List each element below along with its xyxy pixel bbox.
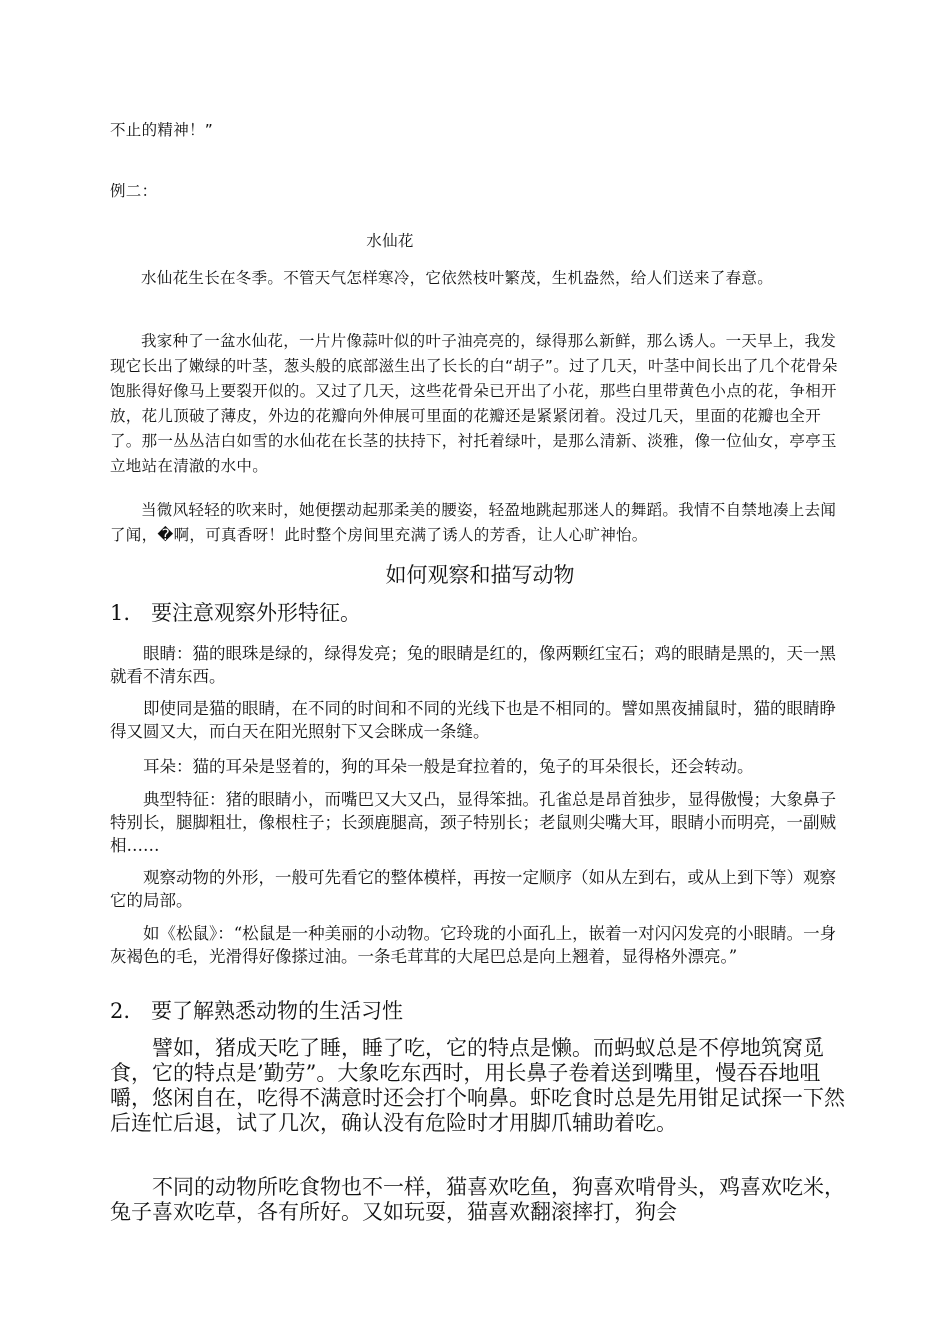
continuation-line: 不止的精神！” bbox=[110, 121, 214, 139]
heading-2: 2. 要了解熟悉动物的生活习性 bbox=[110, 999, 404, 1023]
paragraph-cat-eyes: 即使同是猫的眼睛，在不同的时间和不同的光线下也是不相同的。譬如黑夜捕鼠时，猫的眼睛睁得又圆又大，而白天在阳光照射下又会眯成一条缝。 bbox=[110, 699, 836, 741]
paragraph-squirrel: 如《松鼠》：“松鼠是一种美丽的小动物。它玲珑的小面孔上，嵌着一对闪闪发亮的小眼睛。一身灰褐色的毛，光滑得好像搽过油。一条毛茸茸的大尾巴总是向上翘着，显得格外漂亮。” bbox=[110, 924, 837, 966]
heading-1: 1. 要注意观察外形特征。 bbox=[110, 601, 362, 625]
essay-paragraph-1: 水仙花生长在冬季。不管天气怎样寒冷，它依然枝叶繁茂，生机盎然，给人们送来了春意。 bbox=[141, 269, 774, 287]
section-title: 如何观察和描写动物 bbox=[385, 563, 575, 587]
paragraph-order: 观察动物的外形，一般可先看它的整体模样，再按一定顺序（如从左到右，或从上到下等）观察它的局部。 bbox=[110, 868, 836, 910]
paragraph-features: 典型特征：猪的眼睛小，而嘴巴又大又凸，显得笨拙。孔雀总是昂首独步，显得傲慢；大象鼻子特别长，腿脚粗壮，像根柱子；长颈鹿腿高，颈子特别长；老鼠则尖嘴大耳，眼睛小而明亮，一副贼相…… bbox=[110, 790, 836, 855]
paragraph-eyes: 眼睛：猫的眼珠是绿的，绿得发亮；兔的眼睛是红的，像两颗红宝石；鸡的眼睛是黑的，天一黑就看不清东西。 bbox=[110, 644, 836, 686]
paragraph-habits: 譬如，猪成天吃了睡，睡了吃，它的特点是懒。而蚂蚁总是不停地筑窝觅食，它的特点是’勤劳”。大象吃东西时，用长鼻子卷着送到嘴里，慢吞吞地咀嚼，悠闲自在，吃得不满意时还会打个响鼻。虾吃食时总是先用钳足试探一下然后连忙后退，试了几次，确认没有危险时才用脚爪辅助着吃。 bbox=[110, 1036, 845, 1135]
essay-title: 水仙花 bbox=[366, 232, 414, 250]
example-label: 例二： bbox=[110, 182, 158, 200]
essay-paragraph-2: 我家种了一盆水仙花，一片片像蒜叶似的叶子油亮亮的，绿得那么新鲜，那么诱人。一天早上，我发现它长出了嫩绿的叶茎，葱头般的底部滋生出了长长的白“胡子”。过了几天，叶茎中间长出了几个花骨朵饱胀得好像马上要裂开似的。又过了几天，这些花骨朵已开出了小花，那些白里带黄色小点的花，争相开放，花儿顶破了薄皮，外边的花瓣向外伸展可里面的花瓣还是紧紧闭着。没过几天，里面的花瓣也全开了。那一丛丛洁白如雪的水仙花在长茎的扶持下，衬托着绿叶，是那么清新、淡雅，像一位仙女，亭亭玉立地站在清澈的水中。 bbox=[110, 332, 838, 475]
paragraph-food: 不同的动物所吃食物也不一样，猫喜欢吃鱼，狗喜欢啃骨头，鸡喜欢吃米，兔子喜欢吃草，各有所好。又如玩耍，猫喜欢翻滚摔打，狗会 bbox=[110, 1175, 845, 1224]
essay-paragraph-3: 当微风轻轻的吹来时，她便摆动起那柔美的腰姿，轻盈地跳起那迷人的舞蹈。我情不自禁地凑上去闻了闻，�啊，可真香呀！此时整个房间里充满了诱人的芳香，让人心旷神怡。 bbox=[110, 501, 837, 544]
paragraph-ears: 耳朵：猫的耳朵是竖着的，狗的耳朵一般是耷拉着的，兔子的耳朵很长，还会转动。 bbox=[143, 757, 754, 776]
